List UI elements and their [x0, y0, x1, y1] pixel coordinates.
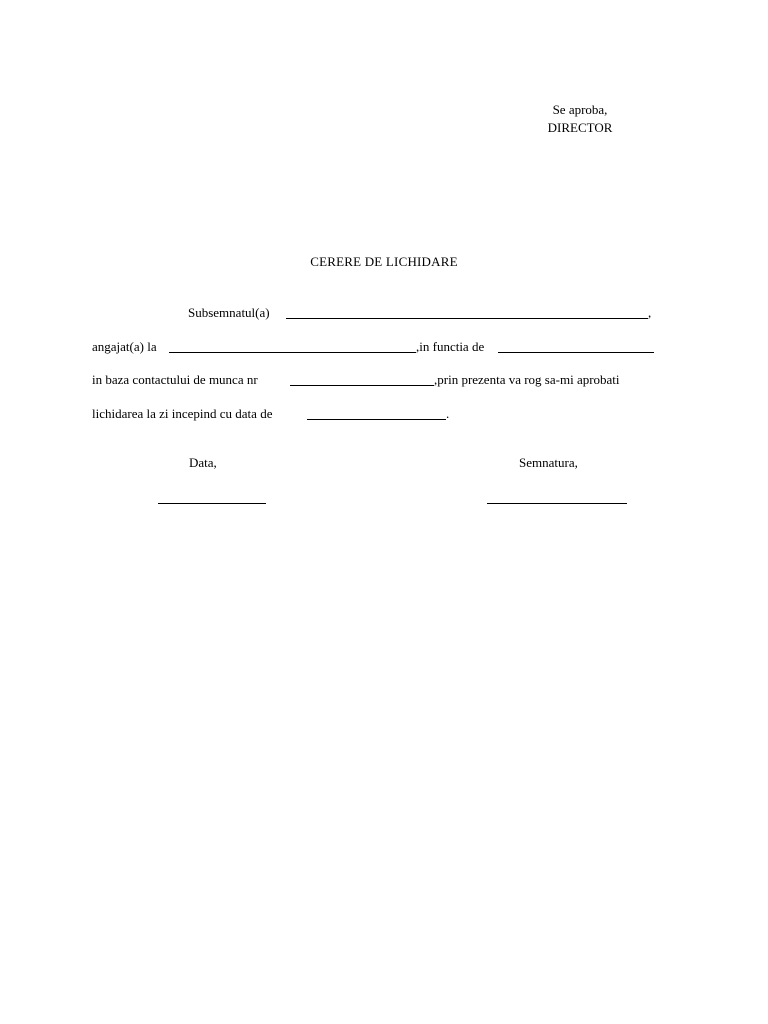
liquidation-label: lichidarea la zi incepind cu data de — [92, 406, 273, 421]
contract-number-field-line[interactable] — [290, 385, 434, 386]
approval-block — [520, 101, 640, 137]
approval-line: Se aproba, — [552, 102, 608, 117]
employer-field-line[interactable] — [169, 352, 416, 353]
contract-label: in baza contactului de munca nr — [92, 372, 258, 387]
liquidation-period: . — [446, 406, 450, 421]
position-field-line[interactable] — [498, 352, 654, 353]
employer-label: angajat(a) la — [92, 339, 157, 354]
name-comma: , — [648, 305, 652, 320]
date-field-line[interactable] — [158, 503, 266, 504]
date-label: Data, — [189, 455, 217, 470]
request-text: ,prin prezenta va rog sa-mi aprobati — [434, 372, 620, 387]
signature-label: Semnatura, — [519, 455, 578, 470]
name-label: Subsemnatul(a) — [188, 305, 270, 320]
document-title: CERERE DE LICHIDARE — [310, 254, 458, 269]
name-field-line[interactable] — [286, 318, 648, 319]
approval-role: DIRECTOR — [547, 120, 613, 135]
start-date-field-line[interactable] — [307, 419, 446, 420]
signature-field-line[interactable] — [487, 503, 627, 504]
position-label: ,in functia de — [416, 339, 485, 354]
